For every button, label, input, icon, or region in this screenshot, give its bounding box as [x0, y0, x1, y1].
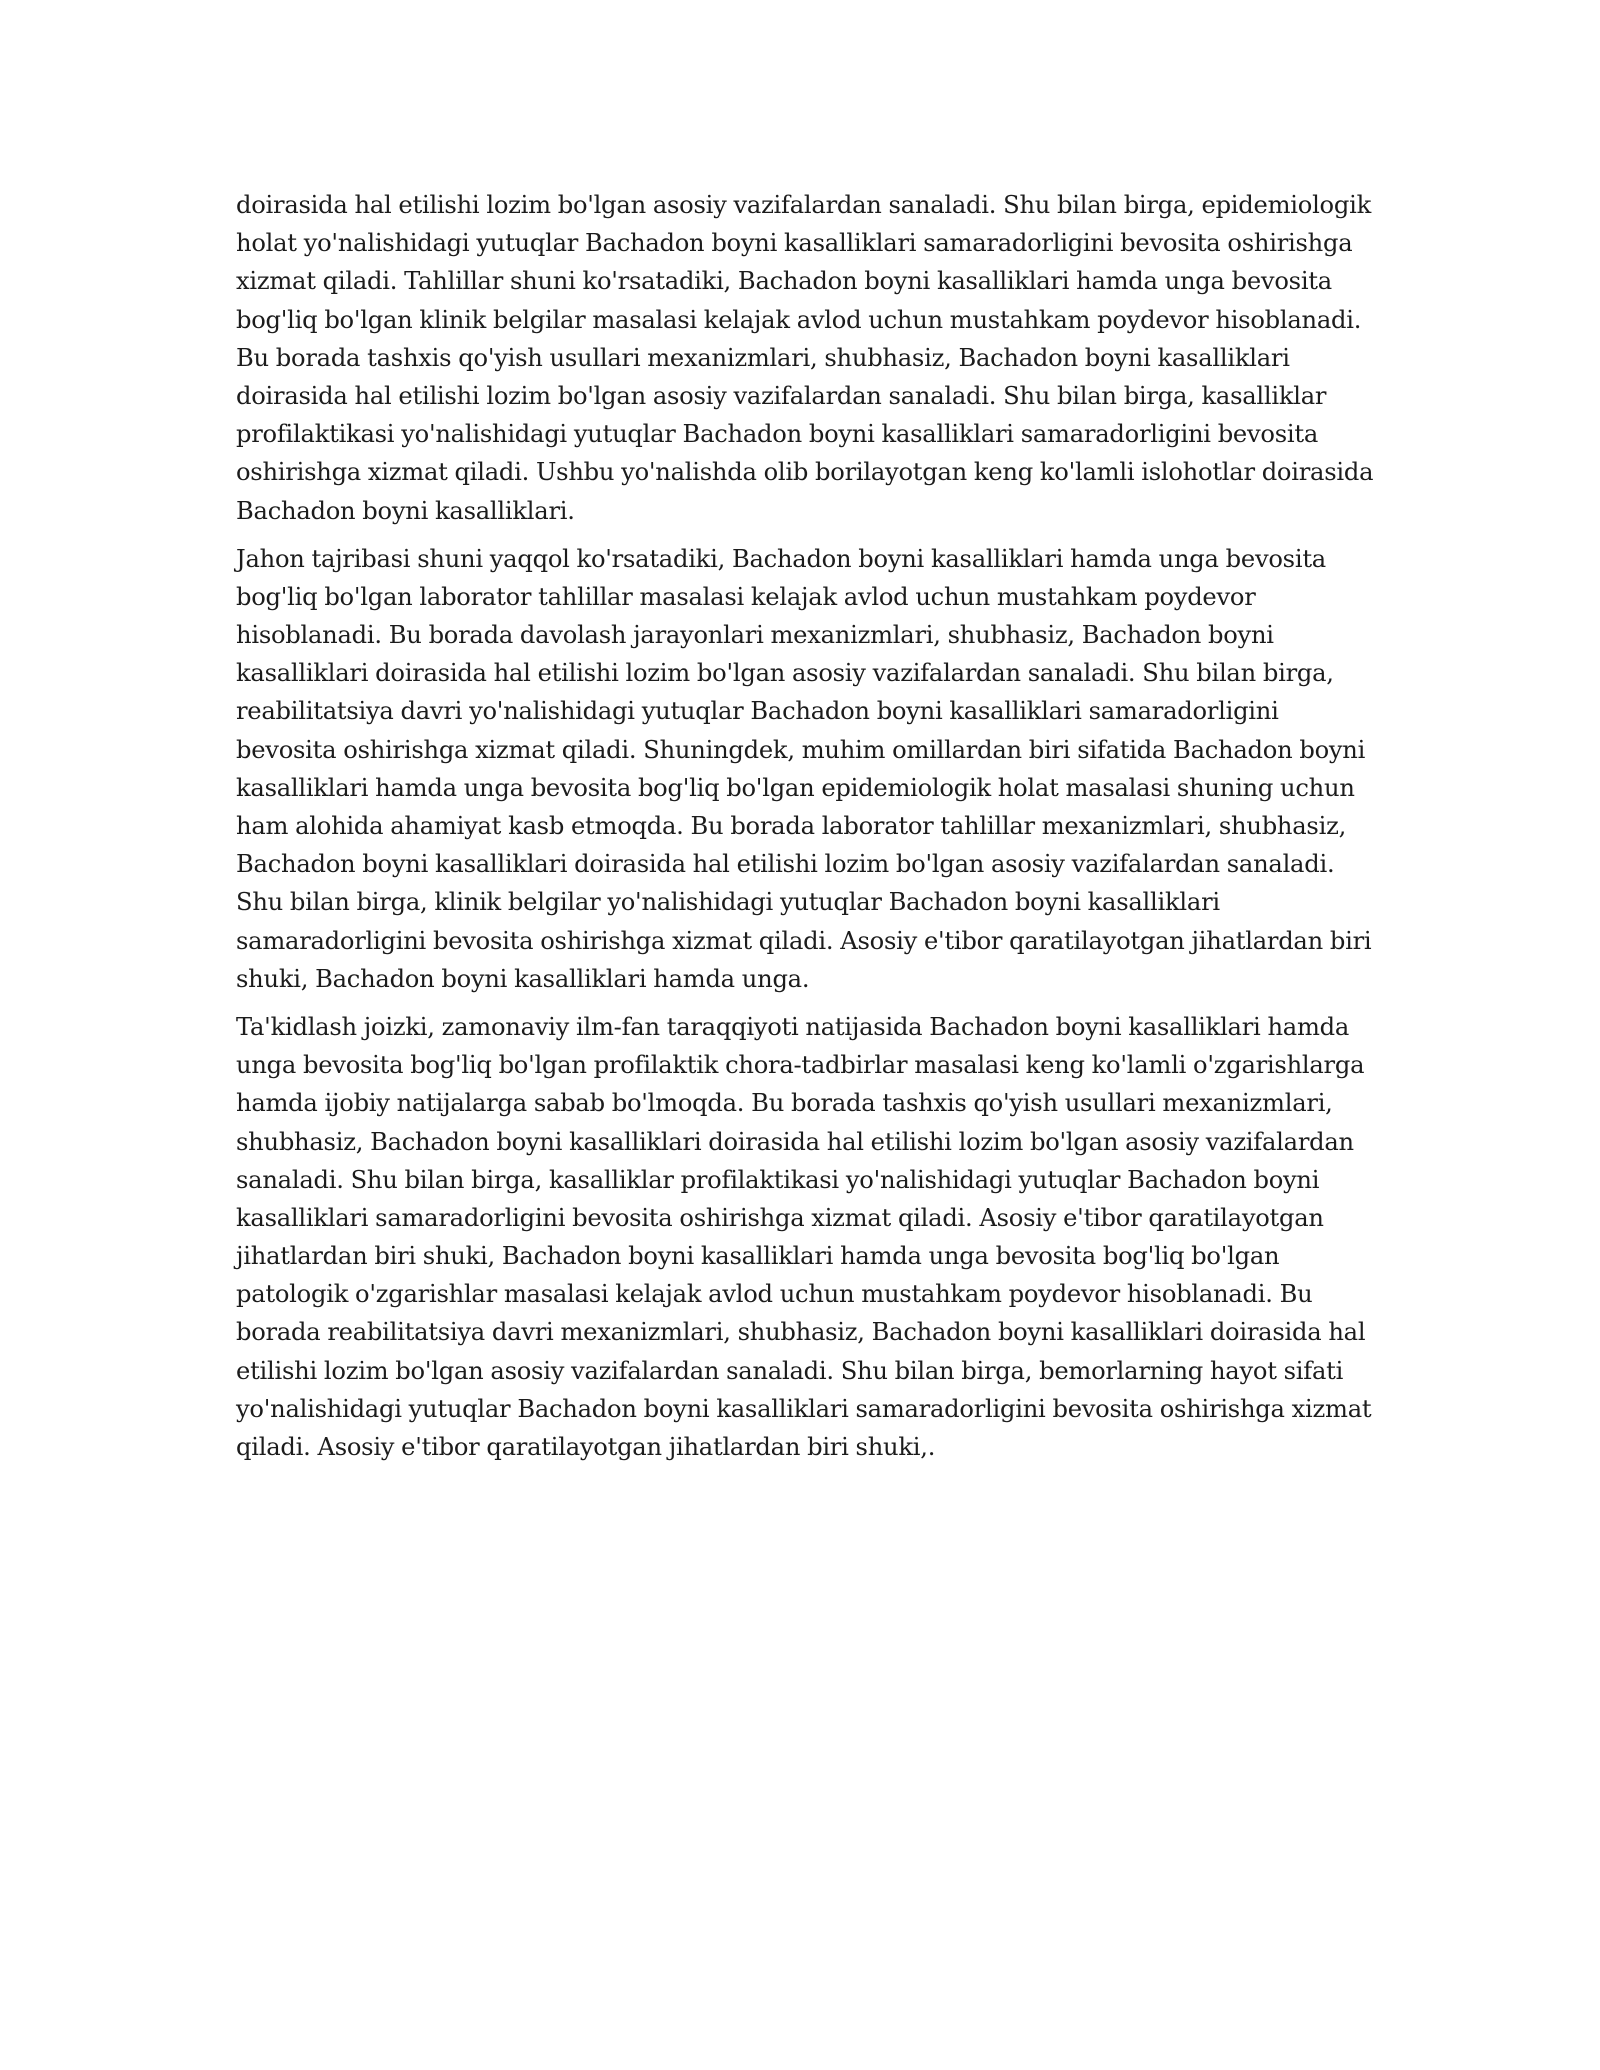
text-line: Jahon tajribasi shuni yaqqol ko'rsatadiki, Bachadon boyni kasalliklari hamda unga bevosita	[236, 544, 1326, 573]
text-line: holat yo'nalishidagi yutuqlar Bachadon boyni kasalliklari samaradorligini bevosita oshirishga	[236, 229, 1353, 258]
text-line: bevosita oshirishga xizmat qiladi. Shuningdek, muhim omillardan biri sifatida Bachadon boyni	[236, 735, 1366, 764]
text-line: Bu borada tashxis qo'yish usullari mexanizmlari, shubhasiz, Bachadon boyni kasalliklari	[236, 343, 1290, 372]
text-line: hamda ijobiy natijalarga sabab bo'lmoqda. Bu borada tashxis qo'yish usullari mexanizmlari,	[236, 1089, 1333, 1118]
text-line: unga bevosita bog'liq bo'lgan profilaktik chora-tadbirlar masalasi keng ko'lamli o'zgarishlarga	[236, 1051, 1365, 1080]
text-line: shuki, Bachadon boyni kasalliklari hamda unga.	[236, 964, 810, 993]
text-line: Bachadon boyni kasalliklari.	[236, 496, 575, 525]
text-line: doirasida hal etilishi lozim bo'lgan asosiy vazifalardan sanaladi. Shu bilan birga, epidemiologik	[236, 191, 1371, 219]
body-text	[236, 186, 1374, 1476]
text-line: samaradorligini bevosita oshirishga xizmat qiladi. Asosiy e'tibor qaratilayotgan jihatlardan biri	[236, 926, 1372, 955]
text-line: shubhasiz, Bachadon boyni kasalliklari doirasida hal etilishi lozim bo'lgan asosiy vazifalardan	[236, 1127, 1354, 1156]
text-line: reabilitatsiya davri yo'nalishidagi yutuqlar Bachadon boyni kasalliklari samaradorligini	[236, 697, 1279, 726]
text-line: borada reabilitatsiya davri mexanizmlari, shubhasiz, Bachadon boyni kasalliklari doirasida hal	[236, 1318, 1366, 1347]
text-line: Shu bilan birga, klinik belgilar yo'nalishidagi yutuqlar Bachadon boyni kasalliklari	[236, 888, 1220, 917]
text-line: doirasida hal etilishi lozim bo'lgan asosiy vazifalardan sanaladi. Shu bilan birga, kasalliklar	[236, 381, 1327, 410]
text-line: profilaktikasi yo'nalishidagi yutuqlar Bachadon boyni kasalliklari samaradorligini bevosita	[236, 420, 1319, 449]
paragraph-2	[236, 540, 1372, 998]
text-line: xizmat qiladi. Tahlillar shuni ko'rsatadiki, Bachadon boyni kasalliklari hamda unga bevosita	[236, 267, 1332, 296]
paragraph-3	[236, 1008, 1372, 1466]
text-line: bog'liq bo'lgan klinik belgilar masalasi kelajak avlod uchun mustahkam poydevor hisoblanadi.	[236, 305, 1362, 334]
text-line: Bachadon boyni kasalliklari doirasida hal etilishi lozim bo'lgan asosiy vazifalardan sanaladi.	[236, 850, 1335, 879]
text-line: yo'nalishidagi yutuqlar Bachadon boyni kasalliklari samaradorligini bevosita oshirishga xizmat	[236, 1394, 1372, 1423]
text-line: hisoblanadi. Bu borada davolash jarayonlari mexanizmlari, shubhasiz, Bachadon boyni	[236, 621, 1274, 650]
text-line: kasalliklari doirasida hal etilishi lozim bo'lgan asosiy vazifalardan sanaladi. Shu bilan birga,	[236, 659, 1334, 688]
text-line: etilishi lozim bo'lgan asosiy vazifalardan sanaladi. Shu bilan birga, bemorlarning hayot sifati	[236, 1356, 1344, 1385]
paragraph-1	[236, 186, 1374, 530]
text-line: bog'liq bo'lgan laborator tahlillar masalasi kelajak avlod uchun mustahkam poydevor	[236, 582, 1256, 611]
text-line: patologik o'zgarishlar masalasi kelajak avlod uchun mustahkam poydevor hisoblanadi. Bu	[236, 1280, 1313, 1309]
text-line: ham alohida ahamiyat kasb etmoqda. Bu borada laborator tahlillar mexanizmlari, shubhasiz,	[236, 812, 1347, 840]
text-line: qiladi. Asosiy e'tibor qaratilayotgan jihatlardan biri shuki,.	[236, 1433, 936, 1461]
text-line: Ta'kidlash joizki, zamonaviy ilm-fan taraqqiyoti natijasida Bachadon boyni kasalliklari hamda	[236, 1012, 1350, 1041]
text-line: oshirishga xizmat qiladi. Ushbu yo'nalishda olib borilayotgan keng ko'lamli islohotlar doirasida	[236, 458, 1374, 487]
text-line: jihatlardan biri shuki, Bachadon boyni kasalliklari hamda unga bevosita bog'liq bo'lgan	[236, 1242, 1280, 1271]
text-line: kasalliklari hamda unga bevosita bog'liq bo'lgan epidemiologik holat masalasi shuning uchun	[236, 773, 1355, 802]
text-line: kasalliklari samaradorligini bevosita oshirishga xizmat qiladi. Asosiy e'tibor qaratilayotgan	[236, 1203, 1324, 1232]
text-line: sanaladi. Shu bilan birga, kasalliklar profilaktikasi yo'nalishidagi yutuqlar Bachadon boyni	[236, 1165, 1320, 1194]
